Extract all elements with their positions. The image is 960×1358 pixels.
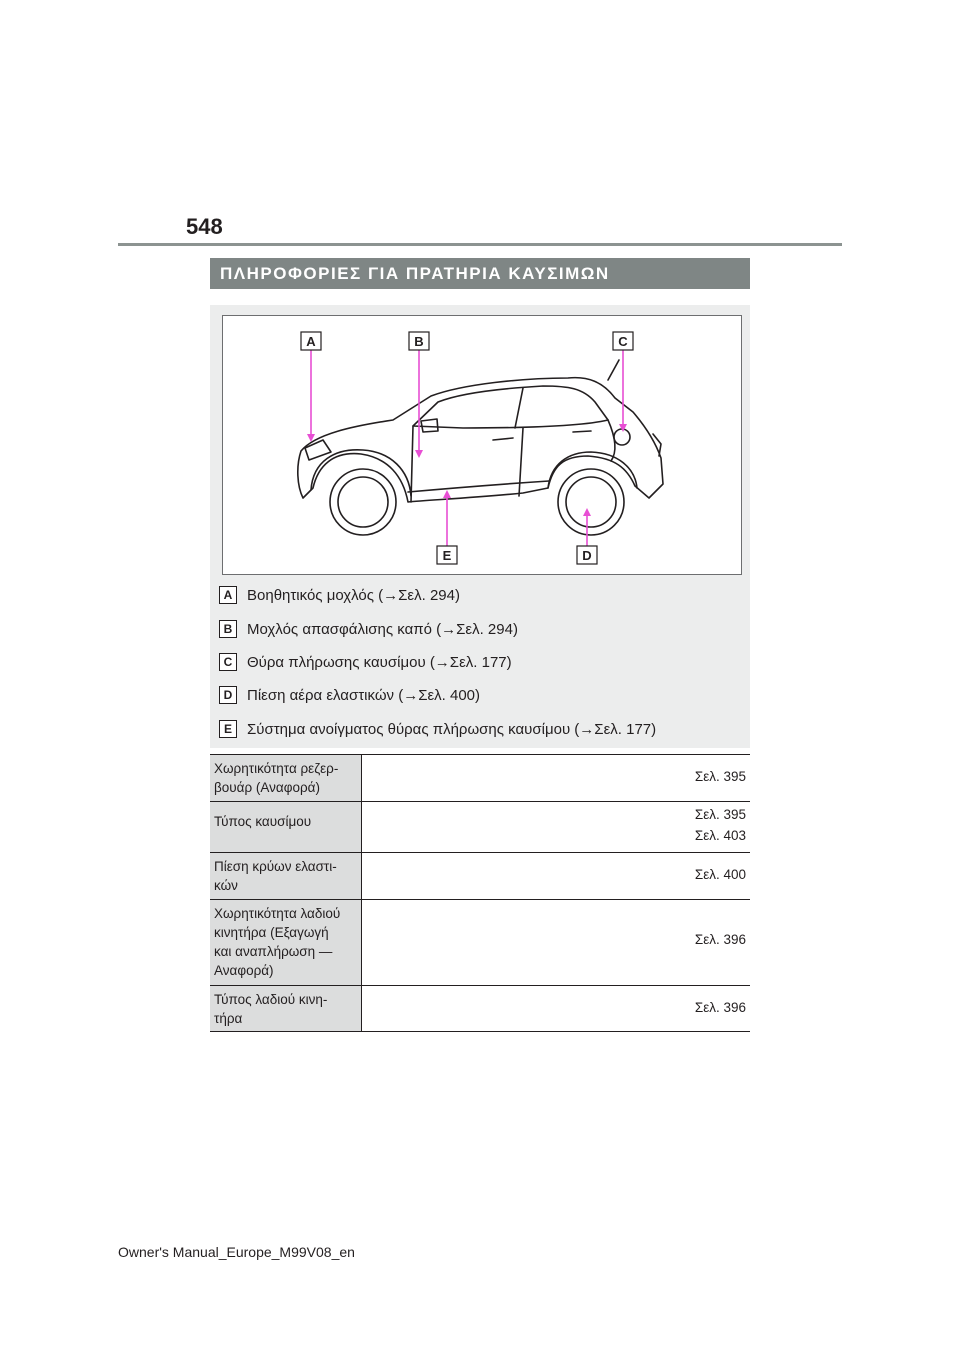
label-line: Χωρητικότητα λαδιού	[214, 906, 341, 921]
reference-table	[210, 754, 750, 1032]
header-rule	[118, 243, 842, 246]
label-line: βουάρ (Αναφορά)	[214, 780, 320, 795]
table-row	[210, 853, 750, 900]
table-row	[210, 986, 750, 1032]
legend-badge: D	[219, 686, 237, 704]
table-row	[210, 802, 750, 853]
mirror	[421, 419, 438, 432]
label-line: κών	[214, 878, 238, 893]
front-wheel-rim	[338, 477, 388, 527]
legend-text: Θύρα πλήρωσης καυσίμου (→Σελ. 177)	[247, 653, 512, 671]
table-row-value	[361, 802, 750, 853]
door-handle-rear	[573, 431, 591, 432]
roof-antenna	[608, 360, 619, 380]
callout-arrow-e	[443, 490, 451, 498]
label-line: και αναπλήρωση —	[214, 944, 333, 959]
page-number: 548	[186, 214, 223, 239]
legend-item-b	[219, 618, 518, 640]
table-row	[210, 900, 750, 986]
table-row-value	[361, 853, 750, 900]
side-sill	[408, 481, 549, 492]
car-diagram	[222, 315, 742, 575]
label-line: κινητήρα (Εξαγωγή	[214, 925, 329, 940]
label-c: C	[618, 334, 628, 349]
label-line: τήρα	[214, 1011, 243, 1026]
rear-lamp	[653, 434, 661, 456]
legend-item-d	[219, 684, 480, 706]
callout-arrow-d	[583, 508, 591, 516]
page-ref: Σελ. 395	[694, 807, 746, 822]
table-row-value	[361, 755, 750, 802]
legend-item-e	[219, 718, 656, 740]
table-row-label	[210, 755, 361, 802]
label-line: Πίεση κρύων ελαστι-	[214, 859, 337, 874]
table-row-label	[210, 900, 361, 986]
legend-text: Μοχλός απασφάλισης καπό (→Σελ. 294)	[247, 620, 518, 638]
door-handle-front	[493, 438, 513, 440]
label-d: D	[582, 548, 592, 563]
page-ref: Σελ. 403	[694, 828, 746, 843]
car-illustration	[223, 316, 743, 576]
page-ref: Σελ. 396	[694, 932, 746, 947]
page-ref: Σελ. 400	[694, 867, 746, 882]
callout-arrow-b	[415, 450, 423, 458]
table-row-label	[210, 986, 361, 1032]
legend-item-c	[219, 651, 512, 673]
label-line: Τύπος λαδιού κινη-	[214, 992, 328, 1007]
page-ref: Σελ. 396	[694, 1000, 746, 1015]
legend-badge: C	[219, 653, 237, 671]
door-line-front	[411, 426, 413, 502]
table-row-label	[210, 853, 361, 900]
label-a: A	[306, 334, 316, 349]
legend-badge: A	[219, 586, 237, 604]
b-pillar	[515, 388, 523, 428]
front-wheel	[330, 469, 396, 535]
table-row-label	[210, 802, 361, 853]
legend-text: Σύστημα ανοίγματος θύρας πλήρωσης καυσίμου (→Σελ. 177)	[247, 720, 657, 738]
fuel-door	[614, 429, 630, 445]
legend-text: Πίεση αέρα ελαστικών (→Σελ. 400)	[247, 686, 481, 704]
legend-text: Βοηθητικός μοχλός (→Σελ. 294)	[247, 586, 460, 604]
rear-wheel	[558, 469, 624, 535]
label-line: Χωρητικότητα ρεζερ-	[214, 761, 339, 776]
label-line: Αναφορά)	[214, 963, 274, 978]
rear-wheel-rim	[566, 477, 616, 527]
table-row-value	[361, 986, 750, 1032]
label-line: Τύπος καυσίμου	[214, 814, 312, 829]
section-title: ΠΛΗΡΟΦΟΡΙΕΣ ΓΙΑ ΠΡΑΤΗΡΙΑ ΚΑΥΣΙΜΩΝ	[210, 258, 750, 289]
table-row-value	[361, 900, 750, 986]
label-b: B	[414, 334, 424, 349]
legend-badge: E	[219, 720, 237, 738]
label-e: E	[442, 548, 452, 563]
legend-badge: B	[219, 620, 237, 638]
door-line-rear	[519, 428, 523, 496]
table-row	[210, 755, 750, 802]
page-ref: Σελ. 395	[694, 769, 746, 784]
footer-text: Owner's Manual_Europe_M99V08_en	[118, 1244, 355, 1260]
legend-item-a	[219, 584, 460, 606]
